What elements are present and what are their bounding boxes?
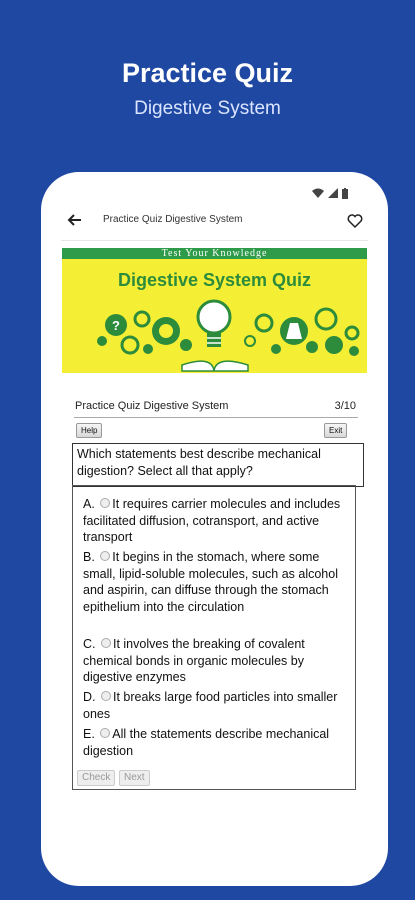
back-arrow-icon[interactable] <box>65 210 85 230</box>
appbar-title: Practice Quiz Digestive System <box>103 214 243 225</box>
option-letter: A. <box>83 497 95 511</box>
signal-icon <box>328 188 338 198</box>
answers-panel <box>72 485 356 790</box>
option-letter: D. <box>83 690 96 704</box>
question-progress: 3/10 <box>334 400 356 412</box>
quiz-header <box>74 395 358 418</box>
option-radio[interactable] <box>101 638 111 648</box>
option-radio[interactable] <box>100 728 110 738</box>
option-text: It requires carrier molecules and includes facilitated diffusion, cotransport, and active transport <box>83 497 341 544</box>
option-letter: B. <box>83 550 95 564</box>
option-c[interactable] <box>83 636 348 686</box>
question-text: Which statements best describe mechanical digestion? Select all that apply? <box>72 443 364 487</box>
battery-icon <box>342 188 348 199</box>
option-radio[interactable] <box>100 551 110 561</box>
option-text: All the statements describe mechanical digestion <box>83 727 330 758</box>
banner-title: Digestive System Quiz <box>117 270 312 290</box>
option-d[interactable] <box>83 689 348 722</box>
option-letter: E. <box>83 727 95 741</box>
heart-icon[interactable] <box>346 212 364 230</box>
phone-screen <box>41 172 388 886</box>
banner-illustration <box>62 293 367 373</box>
promo-subtitle: Digestive System <box>134 98 281 119</box>
app-bar <box>61 202 368 241</box>
promo-title: Practice Quiz <box>121 58 294 88</box>
option-radio[interactable] <box>100 498 110 508</box>
option-text: It involves the breaking of covalent chemical bonds in organic molecules by digestive enzymes <box>83 637 305 684</box>
option-b[interactable] <box>83 549 348 615</box>
option-a[interactable] <box>83 496 348 546</box>
exit-button[interactable]: Exit <box>324 423 347 438</box>
wifi-icon <box>312 188 324 198</box>
check-button[interactable]: Check <box>77 770 115 786</box>
quiz-banner <box>62 248 367 373</box>
option-text: It begins in the stomach, where some small, lipid-soluble molecules, such as alcohol and aspirin, can diffuse through the stomach epithelium into the circulation <box>83 550 338 614</box>
option-e[interactable] <box>83 726 348 759</box>
svg-text:?: ? <box>112 318 120 333</box>
next-button[interactable]: Next <box>119 770 150 786</box>
option-text: It breaks large food particles into smaller ones <box>83 690 338 721</box>
status-bar <box>312 186 348 200</box>
banner-strip: Test Your Knowledge <box>62 248 367 259</box>
option-letter: C. <box>83 637 96 651</box>
option-radio[interactable] <box>101 691 111 701</box>
help-button[interactable]: Help <box>76 423 102 438</box>
quiz-title: Practice Quiz Digestive System <box>75 400 229 412</box>
